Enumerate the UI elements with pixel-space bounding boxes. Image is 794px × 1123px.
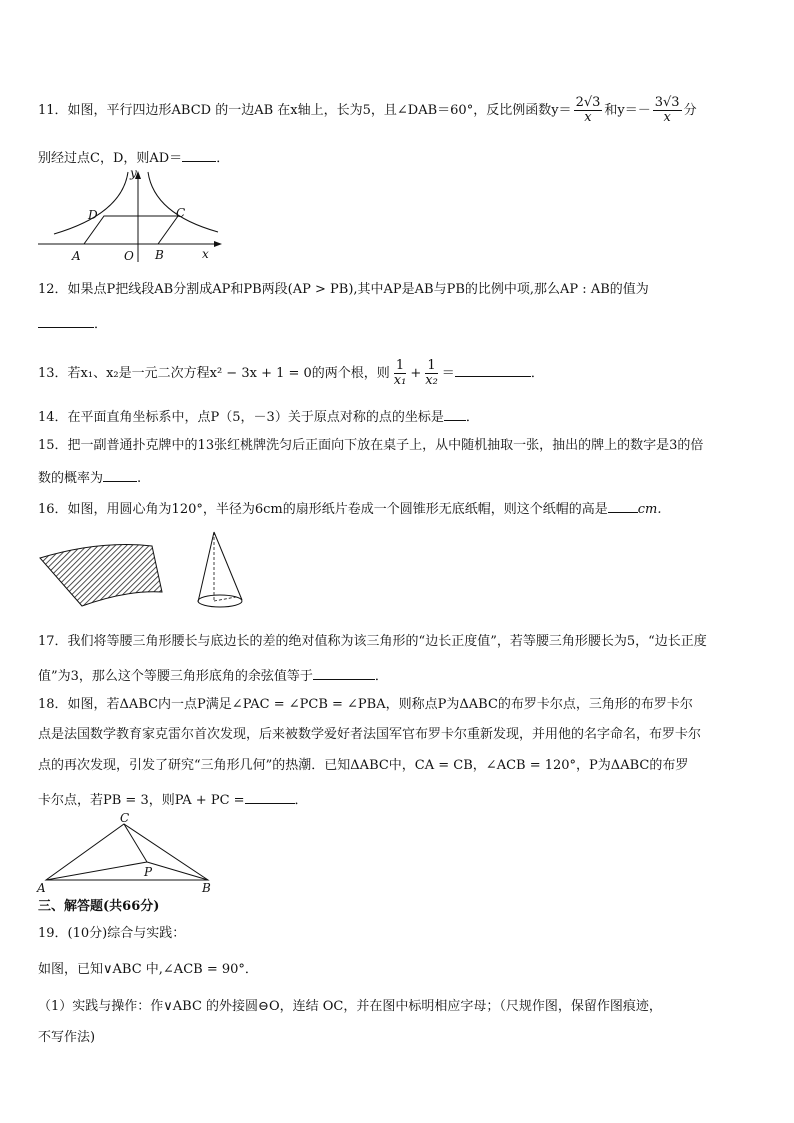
q11-line1: [38, 96, 697, 125]
section-title: 三、解答题(共66分): [38, 899, 160, 914]
q16-line: [38, 498, 662, 519]
label-y: y: [130, 166, 137, 180]
q13-frac2-den: x₂: [425, 373, 438, 388]
q11-fraction-1: [574, 96, 603, 125]
q16-answer-blank: [608, 498, 638, 513]
label-c: C: [176, 206, 186, 220]
q18-line4: [38, 789, 308, 810]
q12-text: 12．如果点P把线段AB分割成AP和PB两段(AP > PB),其中AP是AB与PB的比例中项,那么AP : AB的值为: [38, 282, 649, 297]
q15-text-2: 数的概率为: [38, 471, 104, 486]
label-o: O: [124, 249, 134, 263]
q13-frac2-num: 1: [427, 358, 436, 373]
q11-line2: [38, 147, 229, 168]
q17-line2: [38, 665, 388, 686]
q14-line: [38, 406, 479, 427]
q18-end: ．: [294, 793, 308, 808]
label-x: x: [202, 247, 209, 261]
q14-answer-blank: [444, 406, 466, 421]
q15-line1: [38, 437, 703, 455]
q17-text-2: 值”为3，那么这个等腰三角形底角的余弦值等于: [38, 669, 313, 684]
q14-text: 14．在平面直角坐标系中，点P（5，－3）关于原点对称的点的坐标是: [38, 410, 444, 425]
q11-frac1-num: 2√3: [575, 95, 601, 110]
parallelogram-abcd: [84, 216, 178, 244]
curve-right: [148, 172, 218, 232]
triangle-abc: [46, 824, 208, 880]
q11-answer-blank: [182, 147, 216, 162]
q13-line: [38, 359, 544, 388]
q19-line4: 不写作法): [38, 1030, 96, 1045]
q13-answer-blank: [455, 362, 531, 377]
q15-line2: [38, 467, 141, 488]
q15-text: 15．把一副普通扑克牌中的13张红桃牌洗匀后正面向下放在桌子上，从中随机抽取一张，抽出的牌上的数字是3的倍: [38, 438, 704, 453]
q15-end: .: [137, 471, 142, 486]
q13-fraction-2: [423, 359, 440, 388]
q17-text: 17．我们将等腰三角形腰长与底边长的差的绝对值称为该三角形的“边长正度值”，若等腰三角形腰长为5，“边长正度: [38, 634, 707, 649]
q18-text-3: 点的再次发现，引发了研究“三角形几何”的热潮．已知ΔABC中，CA = CB，∠ACB = 120°，P为ΔABC的布罗: [38, 758, 689, 773]
q11-number: 11．: [38, 103, 68, 118]
q11-text-b: 和y＝－: [604, 103, 651, 118]
sector-paper: [40, 545, 162, 607]
label-p: P: [144, 865, 153, 879]
q18-line2: [38, 726, 701, 744]
q15-answer-blank: [103, 467, 137, 482]
q19-line3: （1）实践与操作：作∨ABC 的外接圆⊖O，连结 OC，并在图中标明相应字母；（尺规作图，保留作图痕迹，: [38, 999, 662, 1014]
q16-text: 16．如图，用圆心角为120°，半径为6cm的扇形纸片卷成一个圆锥形无底纸帽，则这个纸帽的高是: [38, 502, 608, 517]
label-d: D: [88, 208, 98, 222]
q11-text-c: 分: [683, 103, 697, 118]
q18-text-1: 18．如图，若ΔABC内一点P满足∠PAC = ∠PCB = ∠PBA，则称点P为ΔABC的布罗卡尔点，三角形的布罗卡尔: [38, 697, 693, 712]
q12-end: ．: [94, 317, 108, 332]
curve-left: [54, 172, 128, 234]
q13-eq: ＝: [441, 366, 455, 381]
q11-frac2-num: 3√3: [654, 95, 680, 110]
segment-pc: [124, 824, 147, 862]
q12-line2: [38, 313, 107, 334]
q11-line2-text: 别经过点C，D，则AD＝: [38, 151, 183, 166]
q19-line2: 如图，已知∨ABC 中,∠ACB = 90°．: [38, 962, 258, 977]
label-c: C: [120, 811, 130, 825]
q17-line1: [38, 633, 707, 651]
q18-text-4: 卡尔点，若PB = 3，则PA + PC =: [38, 793, 245, 808]
label-b: B: [202, 881, 211, 895]
q13-frac1-num: 1: [395, 358, 405, 373]
x-axis-arrow-icon: [214, 241, 222, 247]
q18-line3: [38, 757, 688, 775]
q12-answer-blank: [38, 313, 94, 328]
q13-fraction-1: [392, 359, 409, 388]
cone-radius: [214, 597, 236, 601]
q11-text-a: 如图，平行四边形ABCD 的一边AB 在x轴上，长为5，且∠DAB＝60°，反比例函数y＝: [67, 103, 572, 118]
q11-fraction-2: [653, 96, 682, 125]
q13-end: ．: [530, 366, 544, 381]
cone-side-right: [214, 532, 242, 600]
cone-side-left: [198, 532, 214, 602]
q13-frac1-den: x₁: [393, 373, 407, 388]
q18-figure: [34, 810, 224, 896]
q16-figures: [36, 528, 256, 616]
q11-frac2-den: x: [663, 110, 671, 125]
q18-line1: [38, 696, 693, 714]
label-a: A: [72, 249, 81, 263]
q19-line1: 19．(10分)综合与实践：: [38, 926, 186, 941]
q13-plus: +: [410, 366, 422, 381]
q16-unit: cm.: [637, 502, 662, 517]
q18-answer-blank: [245, 789, 295, 804]
segment-pb: [147, 862, 208, 880]
q18-text-2: 点是法国数学教育家克雷尔首次发现，后来被数学爱好者法国军官布罗卡尔重新发现，并用他的名字命名，布罗卡尔: [38, 727, 702, 742]
q11-figure: [36, 166, 232, 266]
label-a: A: [37, 881, 46, 895]
q14-end: ．: [465, 410, 479, 425]
q11-frac1-den: x: [584, 110, 592, 125]
q17-end: ．: [374, 669, 388, 684]
q17-answer-blank: [313, 665, 375, 680]
label-b: B: [155, 248, 164, 262]
q12-line1: [38, 281, 649, 299]
segment-pa: [46, 862, 147, 880]
q13-text: 13．若x₁、x₂是一元二次方程x² − 3x + 1 = 0的两个根，则: [38, 366, 390, 381]
q11-line2-end: ．: [216, 151, 230, 166]
